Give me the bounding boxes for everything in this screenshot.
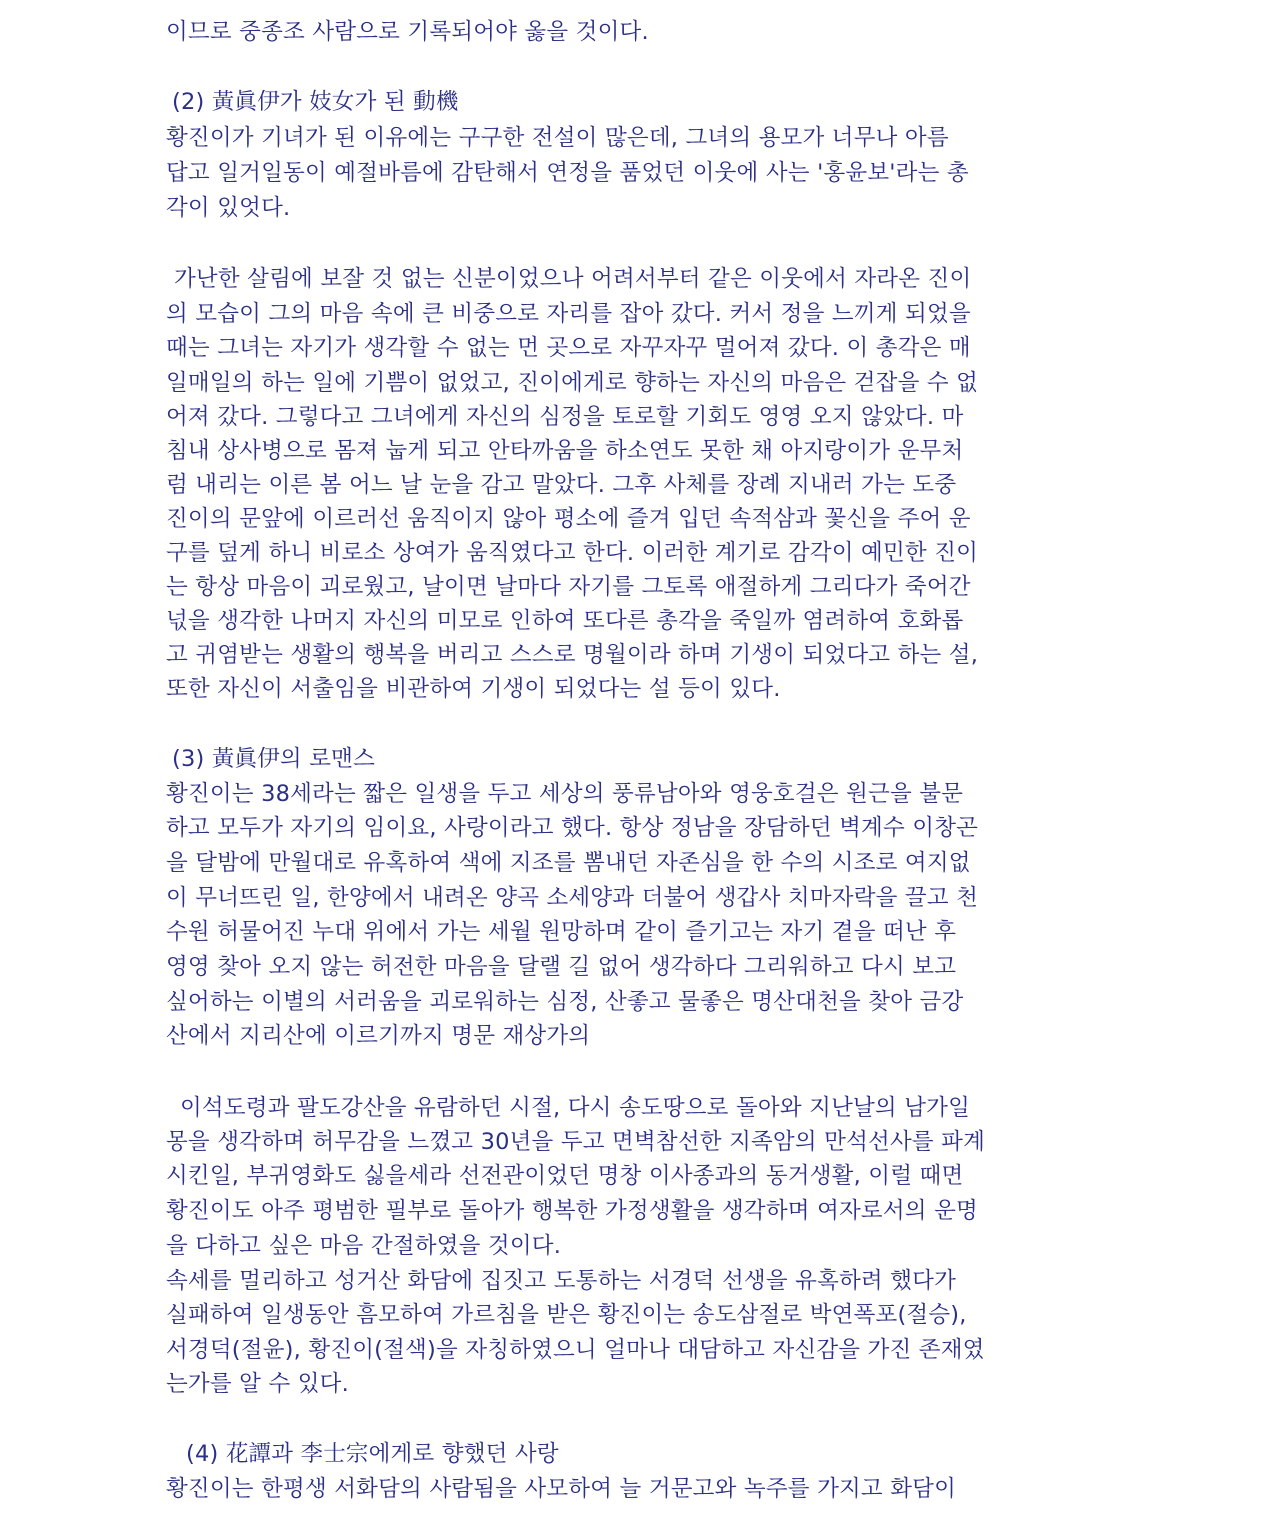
text-line: 침내 상사병으로 몸져 눕게 되고 안타까움을 하소연도 못한 채 아지랑이가 운무처 (166, 438, 964, 464)
text-line: 몽을 생각하며 허무감을 느꼈고 30년을 두고 면벽참선한 지족암의 만석선사를 파계 (166, 1129, 986, 1155)
text-line: 영영 찾아 오지 않는 허전한 마음을 달랠 길 없어 생각하다 그리워하고 다시 보고 (166, 954, 957, 980)
text-line: 고 귀염받는 생활의 행복을 버리고 스스로 명월이라 하며 기생이 되었다고 하는 설, (166, 642, 979, 668)
text-line: 수원 허물어진 누대 위에서 가는 세월 원망하며 같이 즐기고는 자기 곁을 떠난 후 (166, 919, 957, 945)
text-line: 황진이는 38세라는 짧은 일생을 두고 세상의 풍류남아와 영웅호걸은 원근을 불문 (166, 781, 964, 807)
text-line: 을 달밤에 만월대로 유혹하여 색에 지조를 뽐내던 자존심을 한 수의 시조로 여지없 (166, 850, 971, 876)
text-line: 때는 그녀는 자기가 생각할 수 없는 먼 곳으로 자꾸자꾸 멀어져 갔다. 이 총각은 매 (166, 335, 971, 361)
text-line: 는가를 알 수 있다. (166, 1371, 349, 1397)
text-line: 하고 모두가 자기의 임이요, 사랑이라고 했다. 항상 정남을 장담하던 벽계수 이창곤 (166, 815, 979, 841)
text-line: 는 항상 마음이 괴로웠고, 날이면 날마다 자기를 그토록 애절하게 그리다가 죽어간 (166, 574, 971, 600)
text-line: 황진이는 한평생 서화담의 사람됨을 사모하여 늘 거문고와 녹주를 가지고 화담이 (166, 1476, 957, 1502)
text-line: 일매일의 하는 일에 기쁨이 없었고, 진이에게로 향하는 자신의 마음은 걷잡을 수 없 (166, 370, 979, 396)
text-line: 싶어하는 이별의 서러움을 괴로워하는 심정, 산좋고 물좋은 명산대천을 찾아 금강 (166, 989, 964, 1015)
text-line: 서경덕(절윤), 황진이(절색)을 자칭하였으니 얼마나 대담하고 자신감을 가진 존재였 (166, 1337, 985, 1363)
text-line: 어져 갔다. 그렇다고 그녀에게 자신의 심정을 토로할 기회도 영영 오지 않았다. 마 (166, 404, 964, 430)
text-line: 황진이가 기녀가 된 이유에는 구구한 전설이 많은데, 그녀의 용모가 너무나 아름 (166, 125, 949, 151)
section-heading-4: (4) 花譚과 李士宗에게로 향했던 사랑 (186, 1441, 559, 1467)
text-line: 또한 자신이 서출임을 비관하여 기생이 되었다는 설 등이 있다. (166, 676, 781, 702)
text-line: 진이의 문앞에 이르러선 움직이지 않아 평소에 즐겨 입던 속적삼과 꽃신을 주어 운 (166, 506, 971, 532)
text-line: 넋을 생각한 나머지 자신의 미모로 인하여 또다른 총각을 죽일까 염려하여 호화롭 (166, 608, 964, 634)
text-line: 답고 일거일동이 예절바름에 감탄해서 연정을 품었던 이웃에 사는 '홍윤보'라는 총 (166, 160, 969, 186)
text-line: 황진이도 아주 평범한 필부로 돌아가 행복한 가정생활을 생각하며 여자로서의 운명 (166, 1198, 978, 1224)
section-heading-3: (3) 黃眞伊의 로맨스 (172, 746, 376, 772)
text-line: 이 무너뜨린 일, 한양에서 내려온 양곡 소세양과 더불어 생갑사 치마자락을 끌고 천 (166, 885, 979, 911)
text-line: 시킨일, 부귀영화도 싫을세라 선전관이었던 명창 이사종과의 동거생활, 이럴 때면 (166, 1163, 964, 1189)
text-line: 각이 있엇다. (166, 195, 291, 221)
text-line: 이므로 중종조 사람으로 기록되어야 옳을 것이다. (166, 19, 649, 45)
text-line: 구를 덮게 하니 비로소 상여가 움직였다고 한다. 이러한 계기로 감각이 예민한 진이 (166, 540, 979, 566)
text-line: 을 다하고 싶은 마음 간절하였을 것이다. (166, 1233, 562, 1259)
text-line: 럼 내리는 이른 봄 어느 날 눈을 감고 말았다. 그후 사체를 장례 지내러 가는 도중 (166, 472, 957, 498)
text-line: 이석도령과 팔도강산을 유람하던 시절, 다시 송도땅으로 돌아와 지난날의 남가일 (180, 1095, 971, 1121)
text-line: 실패하여 일생동안 흠모하여 가르침을 받은 황진이는 송도삼절로 박연폭포(절승), (166, 1302, 967, 1328)
text-line: 의 모습이 그의 마음 속에 큰 비중으로 자리를 잡아 갔다. 커서 정을 느끼게 되었을 (166, 301, 971, 327)
text-line: 산에서 지리산에 이르기까지 명문 재상가의 (166, 1023, 591, 1049)
text-line: 가난한 살림에 보잘 것 없는 신분이었으나 어려서부터 같은 이웃에서 자라온 진이 (174, 266, 972, 292)
section-heading-2: (2) 黃眞伊가 妓女가 된 動機 (172, 89, 459, 115)
text-line: 속세를 멀리하고 성거산 화담에 집짓고 도통하는 서경덕 선생을 유혹하려 했다가 (166, 1268, 957, 1294)
